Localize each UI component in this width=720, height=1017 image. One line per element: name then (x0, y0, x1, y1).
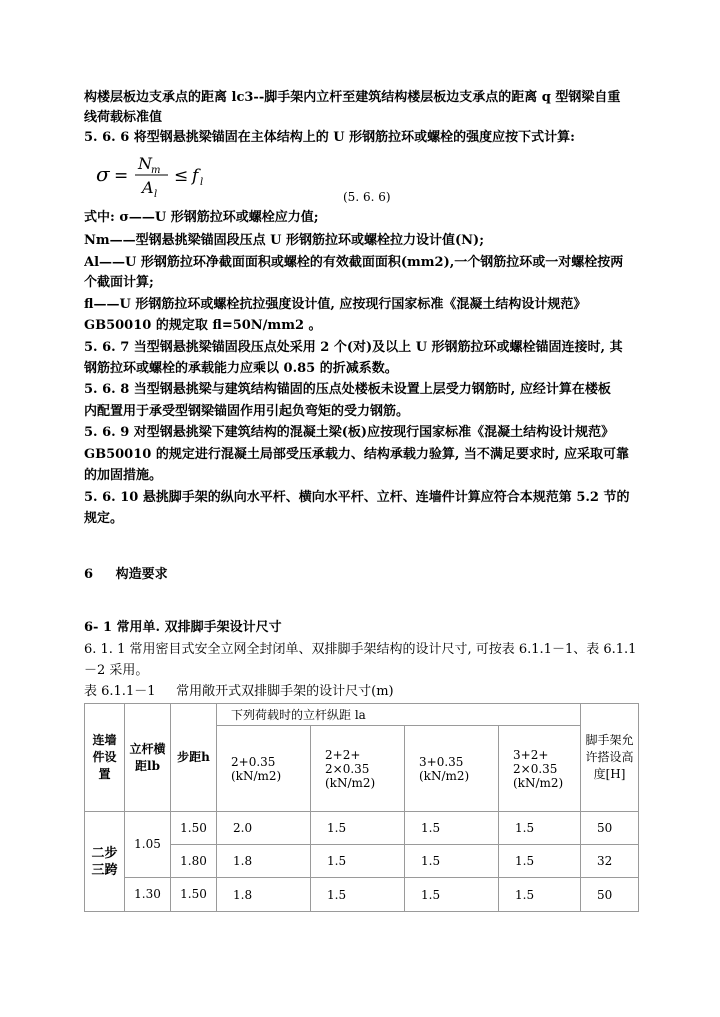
header-lianqiang: 连墙件设置 (85, 704, 125, 812)
height-cell: 50 (581, 812, 639, 845)
paragraph: －2 采用。 (84, 663, 149, 678)
formula-f-sub: l (200, 177, 204, 188)
clause-5-6-8: 5. 6. 8 当型钢悬挑梁与建筑结构锚固的压点处楼板未设置上层受力钢筋时, 应经计算在楼板 (84, 382, 611, 397)
paragraph: 规定。 (84, 511, 124, 526)
header-load-1: 2+0.35 (kN/m2) (217, 726, 311, 812)
value-cell: 1.5 (405, 845, 499, 878)
lb-cell: 1.05 (125, 812, 171, 878)
paragraph: GB50010 的规定进行混凝土局部受压承载力、结构承载力验算, 当不满足要求时, 应采取可靠 (84, 447, 629, 462)
table-row (85, 812, 639, 845)
h-cell: 1.50 (171, 812, 217, 845)
clause-5-6-6: 5. 6. 6 将型钢悬挑梁锚固在主体结构上的 U 形钢筋拉环或螺栓的强度应按下式计算: (84, 130, 575, 145)
height-cell: 50 (581, 878, 639, 912)
paragraph: Al——U 形钢筋拉环净截面面积或螺栓的有效截面面积(mm2),一个钢筋拉环或一对螺栓按两 (84, 255, 624, 270)
h-cell: 1.50 (171, 878, 217, 912)
value-cell: 1.5 (311, 812, 405, 845)
formula-le: ≤ (174, 166, 189, 186)
clause-5-6-10: 5. 6. 10 悬挑脚手架的纵向水平杆、横向水平杆、立杆、连墙件计算应符合本规范第 5.2 节的 (84, 490, 630, 505)
value-cell: 1.5 (499, 812, 581, 845)
h-cell: 1.80 (171, 845, 217, 878)
paragraph: 线荷载标准值 (84, 110, 163, 125)
formula-equals: = (114, 166, 129, 186)
paragraph: GB50010 的规定取 fl=50N/mm2 。 (84, 318, 322, 333)
scaffold-spec-table (84, 703, 639, 912)
paragraph: 个截面计算; (84, 275, 154, 290)
group-cell: 二步三跨 (85, 812, 125, 912)
paragraph: 式中: σ——U 形钢筋拉环或螺栓应力值; (84, 210, 319, 225)
equation-number: (5. 6. 6) (343, 190, 391, 204)
value-cell: 1.8 (217, 845, 311, 878)
height-cell: 32 (581, 845, 639, 878)
header-step: 步距h (171, 704, 217, 812)
value-cell: 2.0 (217, 812, 311, 845)
table-row (85, 878, 639, 912)
header-load-2: 2+2+ 2×0.35 (kN/m2) (311, 726, 405, 812)
value-cell: 1.5 (311, 878, 405, 912)
paragraph: 钢筋拉环或螺栓的承载能力应乘以 0.85 的折减系数。 (84, 361, 398, 376)
formula-denominator: A (142, 178, 154, 197)
value-cell: 1.8 (217, 878, 311, 912)
header-load-3: 3+0.35 (kN/m2) (405, 726, 499, 812)
header-height: 脚手架允许搭设高度[H] (581, 704, 639, 812)
formula-f: f (192, 166, 199, 186)
value-cell: 1.5 (311, 845, 405, 878)
clause-6-1-1: 6. 1. 1 常用密目式安全立网全封闭单、双排脚手架结构的设计尺寸, 可按表 6.1.1－1、表 6.1.1 (84, 642, 637, 657)
value-cell: 1.5 (405, 878, 499, 912)
paragraph: Nm——型钢悬挑梁锚固段压点 U 形钢筋拉环或螺栓拉力设计值(N); (84, 233, 485, 248)
stress-formula (94, 150, 224, 200)
value-cell: 1.5 (405, 812, 499, 845)
header-load: 下列荷载时的立杆纵距 la (217, 704, 581, 726)
paragraph: fl——U 形钢筋拉环或螺栓抗拉强度设计值, 应按现行国家标准《混凝土结构设计规范》 (84, 297, 587, 312)
subsection-heading: 6- 1 常用单. 双排脚手架设计尺寸 (84, 620, 282, 635)
formula-numerator-sub: m (151, 165, 161, 176)
paragraph: 内配置用于承受型钢梁锚固作用引起负弯矩的受力钢筋。 (84, 404, 410, 419)
header-load-4: 3+2+ 2×0.35 (kN/m2) (499, 726, 581, 812)
table-caption: 表 6.1.1－1 常用敞开式双排脚手架的设计尺寸(m) (84, 684, 394, 699)
clause-5-6-7: 5. 6. 7 当型钢悬挑梁锚固段压点处采用 2 个(对)及以上 U 形钢筋拉环或螺栓锚固连接时, 其 (84, 340, 623, 355)
paragraph: 的加固措施。 (84, 468, 163, 483)
value-cell: 1.5 (499, 845, 581, 878)
paragraph: 构楼层板边支承点的距离 lc3--脚手架内立杆至建筑结构楼层板边支承点的距离 q 型钢梁自重 (84, 90, 621, 105)
clause-5-6-9: 5. 6. 9 对型钢悬挑梁下建筑结构的混凝土梁(板)应按现行国家标准《混凝土结构设计规范》 (84, 425, 615, 440)
formula-denominator-sub: l (154, 189, 158, 200)
header-ligan: 立杆横距lb (125, 704, 171, 812)
formula-numerator: N (138, 154, 152, 173)
formula-sigma: σ (96, 162, 110, 186)
lb-cell: 1.30 (125, 878, 171, 912)
section-heading: 6 构造要求 (84, 567, 168, 582)
value-cell: 1.5 (499, 878, 581, 912)
